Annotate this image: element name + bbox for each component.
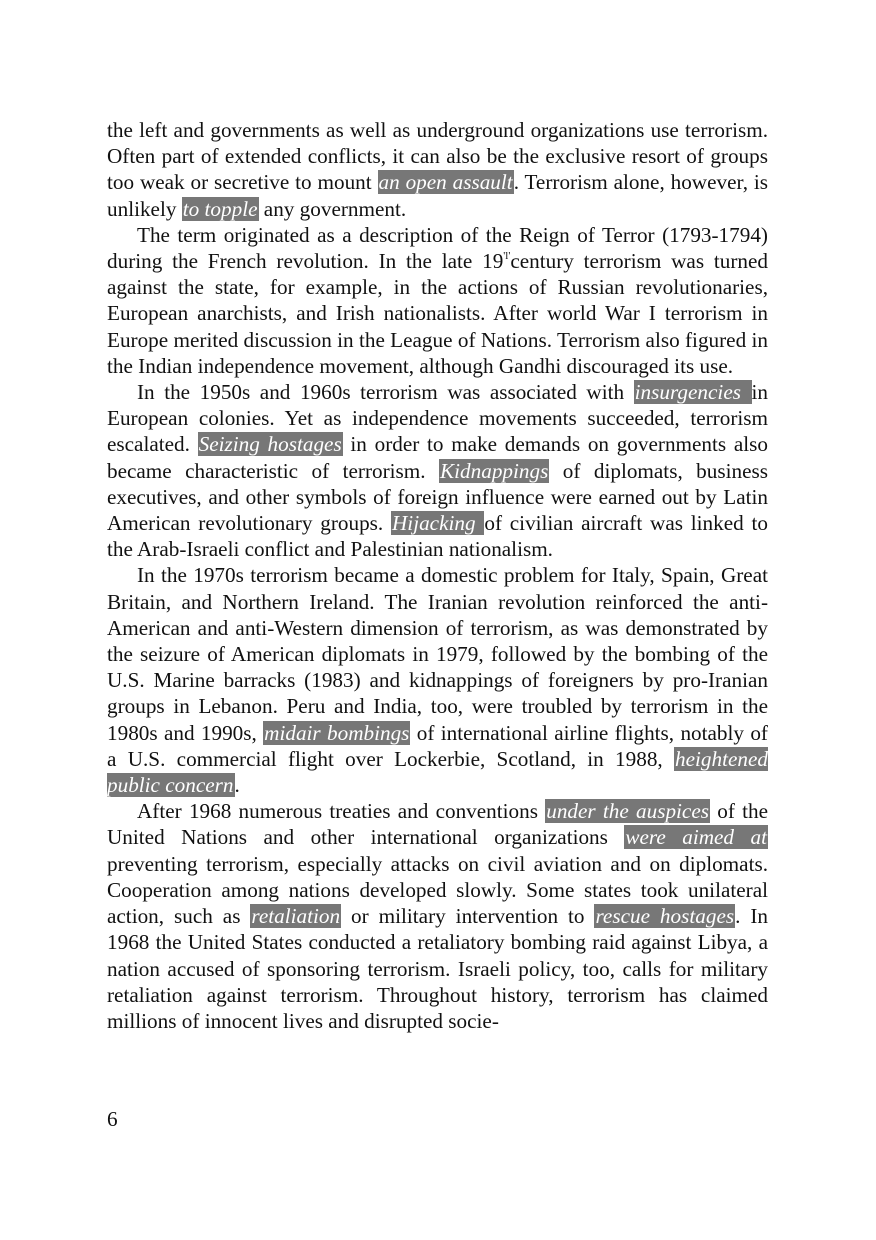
highlighted-phrase: under the auspices <box>546 799 709 824</box>
highlighted-phrase: Kidnappings <box>440 458 549 483</box>
text-run: or military intervention to <box>341 904 595 929</box>
highlighted-phrase: were aimed at <box>625 825 767 850</box>
text-run: . <box>234 773 240 798</box>
paragraph <box>107 798 768 1034</box>
text-run: any government. <box>258 196 407 221</box>
text-run: in order to make demands on governments also became characteristic of terrorism. <box>107 432 768 483</box>
highlighted-phrase: rescue hostages <box>595 904 735 929</box>
highlighted-phrase: retaliation <box>251 904 341 929</box>
text-run: In the 1950s and 1960s terrorism was associated with <box>137 380 634 405</box>
highlighted-phrase: heightened public concern <box>107 746 768 798</box>
highlighted-phrase: Seizing hostages <box>198 432 342 457</box>
superscript: 'l' <box>503 250 511 263</box>
text-run: of the United Nations and other international organizations <box>107 799 768 850</box>
text-run: After 1968 numerous treaties and conventions <box>137 799 546 824</box>
text-run: of civilian aircraft was linked to the Arab-Israeli conflict and Palestinian nationalism. <box>107 511 768 562</box>
paragraph <box>107 379 768 562</box>
paragraph <box>107 117 768 222</box>
text-run: of diplomats, business executives, and other symbols of foreign influence were earned out by Latin American revolutionary groups. <box>107 458 768 536</box>
paragraph <box>107 562 768 798</box>
page-number: 6 <box>107 1107 118 1131</box>
highlighted-phrase: to topple <box>182 196 258 221</box>
text-run: century terrorism was turned against the state, for example, in the actions of Russian revolutionaries, European anarchists, and Irish nationalists. After world War I terrorism in Europe merited discussion in the League of Nations. Terrorism also figured in the Indian independence movement, although Gandhi discouraged its use. <box>107 249 768 378</box>
paragraph <box>107 222 768 379</box>
text-run: . In 1968 the United States conducted a retaliatory bombing raid against Libya, a nation accused of sponsoring terrorism. Israeli policy, too, calls for military retaliation against terrorism. Throughout history, terrorism has claimed millions of innocent lives and disrupted socie- <box>107 904 768 1033</box>
highlighted-phrase: midair bombings <box>264 720 410 745</box>
text-run: preventing terrorism, especially attacks on civil aviation and on diplomats. Cooperation among nations developed slowly. Some states took unilateral action, such as <box>107 851 768 929</box>
text-run: the left and governments as well as underground organizations use terrorism. Often part of extended conflicts, it can also be the exclusive resort of groups too weak or secretive to mount <box>107 118 768 195</box>
body-text <box>107 117 768 1034</box>
highlighted-phrase: insurgencies <box>634 380 751 405</box>
highlighted-phrase: an open assault <box>378 170 513 195</box>
highlighted-phrase: Hijacking <box>392 511 484 536</box>
text-run: The term originated as a description of the Reign of Terror (1793-1794) during the French revolution. In the late 19 <box>107 222 768 274</box>
text-run: in European colonies. Yet as independence movements succeeded, terrorism escalated. <box>107 380 768 457</box>
text-run: . Terrorism alone, however, is unlikely <box>107 170 769 221</box>
text-run: of international airline flights, notably of a U.S. commercial flight over Lockerbie, Scotland, in 1988, <box>107 720 768 771</box>
text-run: In the 1970s terrorism became a domestic problem for Italy, Spain, Great Britain, and Northern Ireland. The Iranian revolution reinforced the anti-American and anti-Western dimension of terrorism, as was demonstrated by the seizure of American diplomats in 1979, followed by the bombing of the U.S. Marine barracks (1983) and kidnappings of foreigners by pro-Iranian groups in Lebanon. Peru and India, too, were troubled by terrorism in the 1980s and 1990s, <box>107 563 768 745</box>
